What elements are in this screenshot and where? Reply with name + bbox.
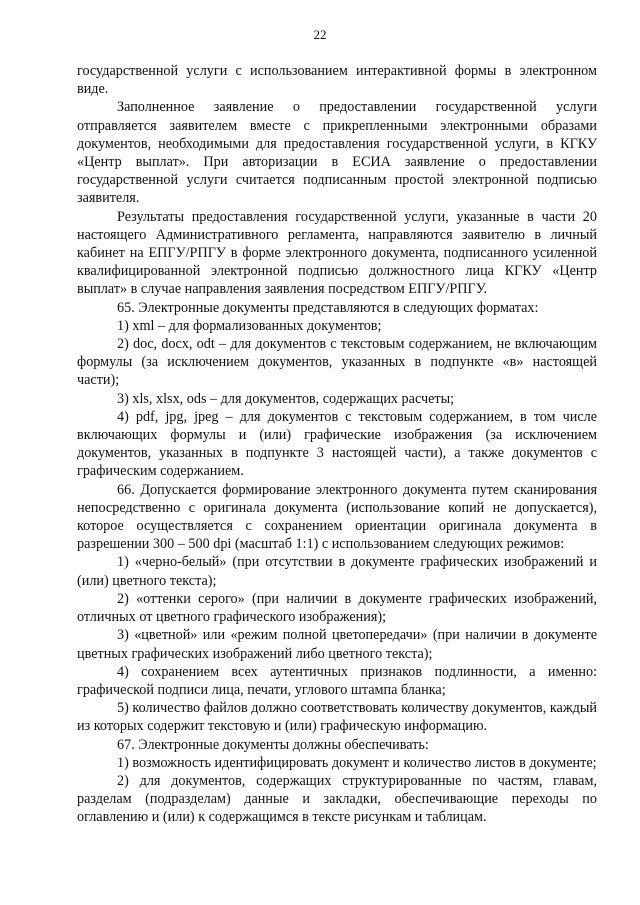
paragraph: Результаты предоставления государственной услуги, указанные в части 20 настоящего Административного регламента, направляются заявителю в личный кабинет на ЕПГУ/РПГУ в форме электронного документа, подписанного усиленной квалифицированной электронной подписью должностного лица КГКУ «Центр выплат» в случае направления заявления посредством ЕПГУ/РПГУ. [77,208,597,298]
paragraph: Заполненное заявление о предоставлении государственной услуги отправляется заявителем вместе с прикрепленными электронными образами документов, необходимыми для предоставления государственной услуги, в КГКУ «Центр выплат». При авторизации в ЕСИА заявление о предоставлении государственной услуги считается подписанным простой электронной подписью заявителя. [77,99,597,207]
list-item: 3) «цветной» или «режим полной цветопередачи» (при наличии в документе цветных графических изображений либо цветного текста); [77,627,597,662]
section-paragraph-66: 66. Допускается формирование электронного документа путем сканирования непосредственно с оригинала документа (использование копий не допускается), которое осуществляется с сохранением ориентации оригинала документа в разрешении 300 – 500 dpi (масштаб 1:1) с использованием следующих режимов: [77,481,597,553]
list-item: 1) «черно-белый» (при отсутствии в документе графических изображений и (или) цветного текста); [77,554,597,589]
list-item: 5) количество файлов должно соответствовать количеству документов, каждый из которых содержит текстовую и (или) графическую информацию. [77,700,597,735]
document-body [77,62,597,827]
list-item: 4) сохранением всех аутентичных признаков подлинности, а именно: графической подписи лица, печати, углового штампа бланка; [77,663,597,698]
list-item: 1) xml – для формализованных документов; [117,317,382,334]
list-item: 2) «оттенки серого» (при наличии в документе графических изображений, отличных от цветного графического изображения); [77,590,597,626]
list-item: 2) для документов, содержащих структурированные по частям, главам, разделам (подразделам) данные и закладки, обеспечивающие переходы по оглавлению и (или) к содержащимся в тексте рисункам и таблицам. [77,772,597,826]
list-item: 3) xls, xlsx, ods – для документов, содержащих расчеты; [117,390,455,407]
page-number: 22 [313,27,327,42]
section-heading-65: 65. Электронные документы представляются в следующих форматах: [117,299,539,316]
list-item: 1) возможность идентифицировать документ и количество листов в документе; [117,754,597,771]
paragraph: государственной услуги с использованием интерактивной формы в электронном виде. [77,63,597,98]
list-item: 2) doc, docx, odt – для документов с текстовым содержанием, не включающим формулы (за исключением документов, указанных в подпункте «в» настоящей части); [77,336,597,389]
section-heading-67: 67. Электронные документы должны обеспечивать: [117,736,429,753]
list-item: 4) pdf, jpg, jpeg – для документов с текстовым содержанием, в том числе включающих формулы и (или) графические изображения (за исключением документов, указанных в подпункте 3 настоящей части), а также документов с графическим содержанием. [77,408,597,480]
